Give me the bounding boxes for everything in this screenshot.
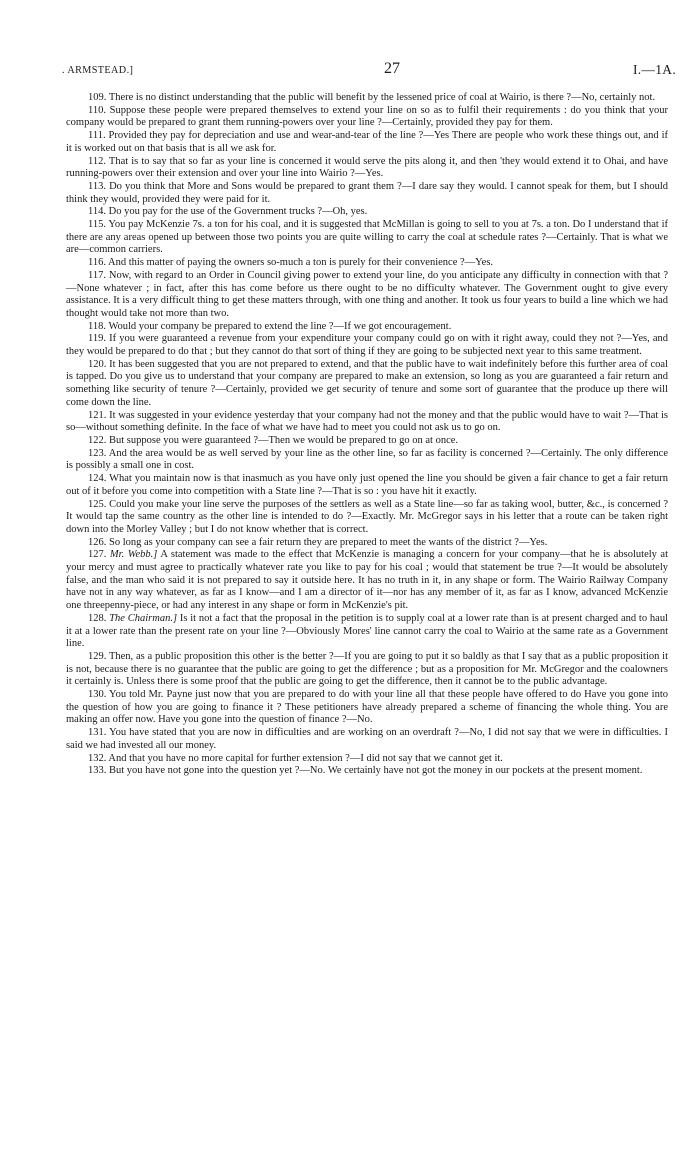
testimony-paragraph	[66, 499, 668, 537]
question-answer-text: Would your company be prepared to extend the line ?—If we got encouragement.	[108, 320, 452, 332]
testimony-paragraph	[66, 689, 668, 727]
question-number: 115.	[88, 219, 106, 231]
question-number: 119.	[88, 333, 106, 345]
question-answer-text: But you have not gone into the question yet ?—No. We certainly have not got the money in our pockets at the present moment.	[109, 765, 643, 777]
question-answer-text: A statement was made to the effect that McKenzie is managing a concern for your company—that he is absolutely at your mercy and must agree to practically whatever rate you like to pay for his coal ; would that statement be true ?—It would be absolutely false, and the man who said it is not prepared to say it outside here. It has no truth in it, in any shape or form. The Wairio Railway Company have not in any way whatever, as far as I know—and I am a director of it—nor has any member of it, as far as I know, advanced McKenzie one threepenny-piece, or had any interest in any shape or form in McKenzie's pit.	[66, 549, 669, 612]
question-number: 121.	[88, 409, 107, 421]
document-reference: I.—1A.	[632, 62, 676, 77]
testimony-paragraph	[66, 473, 668, 498]
question-answer-text: You pay McKenzie 7s. a ton for his coal, and it is suggested that McMillan is going to sell to you at 7s. a ton. Do I understand that if there are any areas opened up between those two points you are quite willing to carry the coal at schedule rates ?—Certainly. That is what we are—common carriers.	[66, 219, 668, 256]
testimony-paragraph	[66, 410, 668, 435]
question-number: 116.	[88, 257, 106, 269]
testimony-paragraph	[66, 333, 668, 358]
testimony-paragraph	[66, 181, 668, 206]
question-answer-text: You have stated that you are now in difficulties and are working on an overdraft ?—No, I did not say that we were in difficulties. I said we had invested all our money.	[66, 727, 668, 751]
question-number: 126.	[88, 536, 107, 548]
question-answer-text: So long as your company can see a fair return they are prepared to meet the wants of the district ?—Yes.	[109, 536, 548, 548]
testimony-paragraph	[66, 651, 668, 689]
speaker-label: The Chairman.]	[109, 612, 178, 624]
testimony-paragraph	[66, 92, 668, 105]
testimony-paragraph	[66, 321, 668, 334]
question-number: 112.	[88, 155, 106, 167]
question-answer-text: It has been suggested that you are not prepared to extend, and that the public have to wait indefinitely before this further area of coal is tapped. Do you give us to understand that your company are prepared to make an extension, so long as you are guaranteed a fair return and something like security of tenure ?—Certainly, provided we get security of tenure and some sort of guarantee that the produce up there will come down the line.	[66, 358, 669, 408]
question-answer-text: Do you pay for the use of the Government trucks ?—Oh, yes.	[108, 206, 368, 218]
testimony-paragraph	[66, 435, 668, 448]
running-header	[62, 60, 676, 80]
question-answer-text: Now, with regard to an Order in Council giving power to extend your line, do you anticipate any difficulty in connection with that ?—None whatever ; in fact, after this has come before us there ought to be no difficulty whatever. The Government ought to give every assistance. It is a very difficult thing to get these matters through, with one thing and another. It took us four years to build a line which we had thought would take not more than two.	[66, 269, 668, 319]
question-answer-text: Suppose these people were prepared themselves to extend your line on so as to fulfil their requirements : do you think that your company would be prepared to grant them running-powers over your line ?—Certainly, provided they pay for them.	[66, 104, 668, 129]
header-witness-name: . ARMSTEAD.]	[62, 65, 134, 76]
question-number: 118.	[88, 320, 106, 332]
testimony-paragraph	[66, 727, 668, 752]
question-number: 129.	[88, 650, 107, 662]
question-answer-text: Provided they pay for depreciation and use and wear-and-tear of the line ?—Yes There are people who work these things out, and if it is worked out on that basis that is all we ask for.	[66, 130, 669, 154]
question-number: 132.	[88, 752, 107, 764]
testimony-paragraph	[66, 537, 668, 550]
question-number: 124.	[88, 473, 107, 485]
testimony-paragraph	[66, 359, 668, 410]
question-number: 111.	[88, 130, 106, 142]
question-answer-text: You told Mr. Payne just now that you are prepared to do with your line all that these people have offered to do Have you gone into the question of how you are going to finance it ? These petitioners have already prepared a scheme of financing the whole thing. You are making an offer now. Have you gone into the question of finance ?—No.	[66, 689, 668, 726]
question-answer-text: Could you make your line serve the purposes of the settlers as well as a State line—so far as taking wool, butter, &c., is concerned ? It would tap the same country as the other line is intended to do ?—Exactly. Mr. McGregor says in his letter that a route can be taken right down into the Morley Valley ; but I do not know whether that is correct.	[66, 498, 668, 535]
question-number: 128.	[88, 612, 107, 624]
speaker-label: Mr. Webb.]	[109, 549, 158, 561]
question-number: 123.	[88, 447, 107, 459]
question-number: 133.	[88, 765, 107, 777]
question-answer-text: It was suggested in your evidence yesterday that your company had not the money and that the public would have to wait ?—That is so—without something definite. In the face of what we have had to meet you could not ask us to go on.	[66, 409, 668, 434]
question-number: 117.	[88, 269, 106, 281]
testimony-paragraph	[66, 270, 668, 321]
question-number: 125.	[88, 498, 107, 510]
page-number: 27	[384, 60, 400, 77]
question-answer-text: But suppose you were guaranteed ?—Then we would be prepared to go on at once.	[109, 434, 459, 446]
question-number: 120.	[88, 358, 107, 370]
question-answer-text: Is it not a fact that the proposal in the petition is to supply coal at a lower rate than is at present charged and to haul it at a lower rate than the present rate on your line ?—Obviously Mores' line cannot carry the coal to Wairio at the same rate as a Government line.	[66, 612, 668, 650]
testimony-paragraph	[66, 156, 668, 181]
question-answer-text: Then, as a public proposition this other is the better ?—If you are going to put it so baldly as that I say that as a public proposition it is not, because there is no guarantee that the public are going to get the difference ; but as a proposition for Mr. McGregor and the coalowners it certainly is. Unless there is some proof that the public are going to get the difference, then it cannot be to the public advantage.	[66, 650, 668, 688]
testimony-paragraph	[66, 753, 668, 766]
question-answer-text: If you were guaranteed a revenue from your expenditure your company could go on with it right away, could they not ?—Yes, and they would be prepared to do that ; but they cannot do that sort of thing if they are going to be subjected next year to this same treatment.	[66, 333, 668, 358]
document-body	[66, 92, 668, 778]
question-number: 127.	[88, 549, 107, 561]
question-number: 131.	[88, 727, 107, 739]
question-answer-text: What you maintain now is that inasmuch as you have only just opened the line you should be given a fair chance to get a fair return out of it before you come into competition with a State line ?—That is so : you have hit it exactly.	[66, 473, 669, 497]
testimony-paragraph	[66, 448, 668, 473]
question-answer-text: And this matter of paying the owners so-much a ton is purely for their convenience ?—Yes.	[108, 257, 494, 269]
question-number: 110.	[88, 104, 106, 116]
question-answer-text: Do you think that More and Sons would be prepared to grant them ?—I dare say they would. I cannot speak for them, but I should think they would, provided they were paid for it.	[66, 180, 668, 205]
question-answer-text: There is no distinct understanding that the public will benefit by the lessened price of coal at Wairio, is there ?—No, certainly not.	[108, 92, 656, 103]
question-number: 130.	[88, 689, 107, 701]
testimony-paragraph	[66, 765, 668, 778]
question-answer-text: And the area would be as well served by your line as the other line, so far as facility is concerned ?—Certainly. The only difference is possibly a small one in cost.	[66, 447, 668, 472]
question-number: 109.	[88, 92, 107, 103]
testimony-paragraph	[66, 549, 668, 613]
question-answer-text: And that you have no more capital for further extension ?—I did not say that we cannot get it.	[108, 752, 503, 764]
question-number: 113.	[88, 180, 106, 192]
question-number: 122.	[88, 434, 107, 446]
question-number: 114.	[88, 206, 106, 218]
testimony-paragraph	[66, 257, 668, 270]
question-answer-text: That is to say that so far as your line is concerned it would serve the pits along it, and then 'they would extend it to Ohai, and have running-powers over their extension and over your line into Wairio ?—Yes.	[66, 155, 668, 180]
testimony-paragraph	[66, 105, 668, 130]
testimony-paragraph	[66, 130, 668, 155]
testimony-paragraph	[66, 206, 668, 219]
testimony-paragraph	[66, 613, 668, 651]
testimony-paragraph	[66, 219, 668, 257]
